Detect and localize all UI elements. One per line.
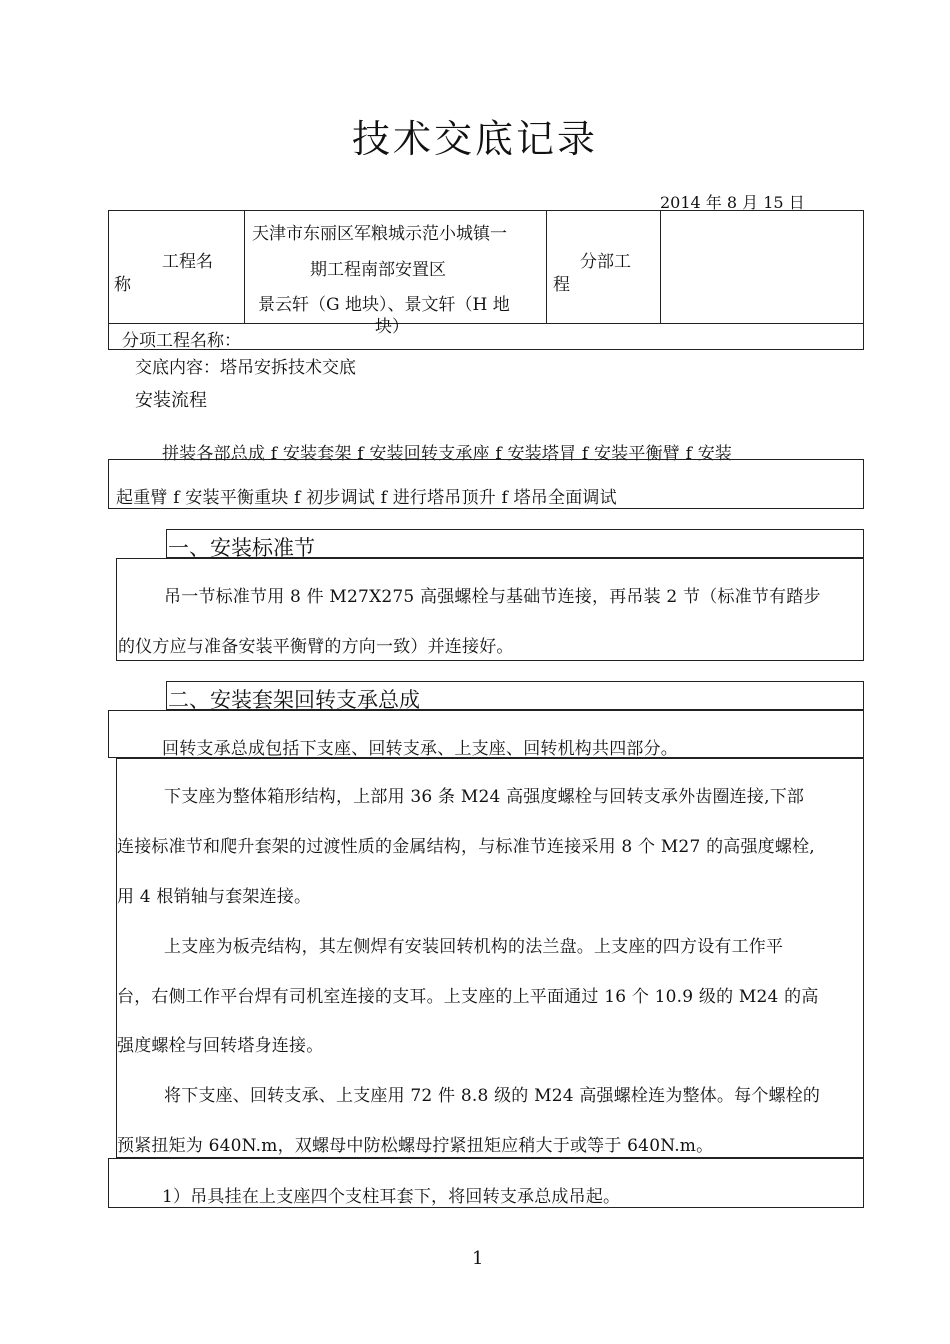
section2-p2-line-1: 上支座为板壳结构，其左侧焊有安装回转机构的法兰盘。上支座的四方设有工作平 <box>164 937 784 957</box>
division-label-cont: 程 <box>553 275 570 295</box>
subitem-name-label: 分项工程名称： <box>122 331 241 351</box>
handover-content: 交底内容：塔吊安拆技术交底 <box>135 358 356 378</box>
section2-intro: 回转支承总成包括下支座、回转支承、上支座、回转机构共四部分。 <box>162 739 678 759</box>
section2-p1-line-2: 连接标准节和爬升套架的过渡性质的金属结构，与标准节连接采用 8 个 M27 的高强度螺栓, <box>117 837 815 857</box>
section2-heading: 二、安装套架回转支承总成 <box>168 688 420 712</box>
project-name-label-cont: 称 <box>114 275 131 295</box>
section2-p2-line-2: 台，右侧工作平台焊有司机室连接的支耳。上支座的上平面通过 16 个 10.9 级的 M24 的高 <box>117 987 819 1007</box>
project-name-value-line-4: 块） <box>375 317 409 337</box>
section1-line-1: 吊一节标准节用 8 件 M27X275 高强螺栓与基础节连接，再吊装 2 节（标准节有踏步 <box>164 587 821 607</box>
section2-p3-line-1: 将下支座、回转支承、上支座用 72 件 8.8 级的 M24 高强螺栓连为整体。每个螺栓的 <box>164 1086 821 1106</box>
project-name-value-line-3: 景云轩（G 地块）、景文轩（H 地 <box>258 295 510 315</box>
document-title: 技术交底记录 <box>351 117 598 161</box>
project-name-value-line-2: 期工程南部安置区 <box>310 260 446 280</box>
flow-line-2: 起重臂 f 安装平衡重块 f 初步调试 f 进行塔吊顶升 f 塔吊全面调试 <box>116 488 617 508</box>
section1-heading: 一、安装标准节 <box>168 536 315 560</box>
section2-p3-line-2: 预紧扭矩为 640N.m，双螺母中防松螺母拧紧扭矩应稍大于或等于 640N.m。 <box>117 1136 714 1156</box>
header-table-col-divider-3 <box>660 210 661 323</box>
project-name-value-clip <box>245 288 545 337</box>
document-date: 2014 年 8 月 15 日 <box>660 193 805 212</box>
division-label: 分部工 <box>580 252 631 272</box>
section2-p1-line-1: 下支座为整体箱形结构，上部用 36 条 M24 高强度螺栓与回转支承外齿圈连接,下部 <box>164 787 805 807</box>
section2-p1-line-3: 用 4 根销轴与套架连接。 <box>117 887 312 907</box>
project-name-label: 工程名 <box>162 252 213 272</box>
section1-line-2: 的仪方应与准备安装平衡臂的方向一致）并连接好。 <box>118 637 514 657</box>
section2-step-1: 1）吊具挂在上支座四个支柱耳套下，将回转支承总成吊起。 <box>162 1187 621 1207</box>
flow-line-1: 拼装各部总成 f 安装套架 f 安装回转支承座 f 安装塔冒 f 安装平衡臂 f 安装 <box>162 444 733 464</box>
header-table-row-divider <box>108 323 864 324</box>
project-name-value-line-1: 天津市东丽区军粮城示范小城镇一 <box>252 224 507 244</box>
section2-p2-line-3: 强度螺栓与回转塔身连接。 <box>117 1036 324 1056</box>
flow-heading: 安装流程 <box>135 390 207 411</box>
header-table-col-divider-2 <box>546 210 547 323</box>
page-number: 1 <box>472 1248 484 1269</box>
